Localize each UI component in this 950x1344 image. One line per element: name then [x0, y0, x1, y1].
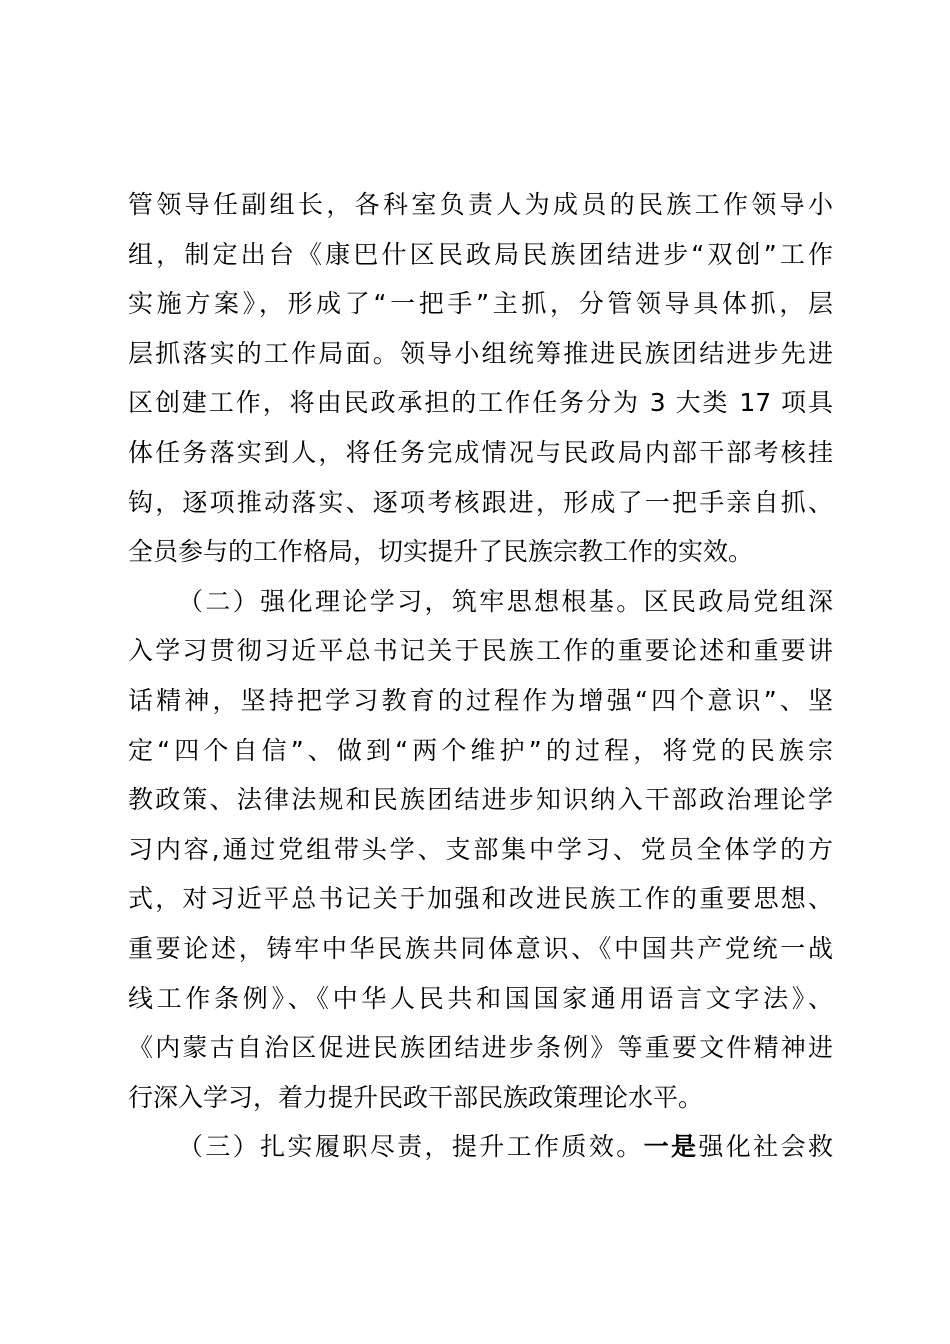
text-line — [128, 1122, 833, 1172]
paragraph-3 — [128, 1122, 833, 1172]
paragraph-1 — [128, 180, 833, 577]
text-line: 区创建工作，将由民政承担的工作任务分为 3 大类 17 项具 — [128, 388, 833, 418]
text-line: 定“四个自信”、做到“两个维护”的过程，将党的民族宗 — [128, 735, 833, 765]
line-tail: 强化社会救 — [698, 1132, 833, 1162]
text-line: 行深入学习，着力提升民政干部民族政策理论水平。 — [128, 1082, 704, 1112]
bold-lead: 一是 — [643, 1132, 699, 1162]
text-line: 层抓落实的工作局面。领导小组统筹推进民族团结进步先进 — [128, 338, 833, 368]
text-line: 《内蒙古自治区促进民族团结进步条例》等重要文件精神进 — [128, 1033, 833, 1063]
section-heading: （三）扎实履职尽责，提升工作质效。 — [178, 1132, 644, 1162]
text-line: 习内容,通过党组带头学、支部集中学习、党员全体学的方 — [128, 834, 833, 864]
text-line: 话精神，坚持把学习教育的过程作为增强“四个意识”、坚 — [128, 685, 833, 715]
document-page — [128, 180, 833, 1172]
text-line: 体任务落实到人，将任务完成情况与民政局内部干部考核挂 — [128, 437, 833, 467]
text-line: 组，制定出台《康巴什区民政局民族团结进步“双创”工作 — [128, 239, 833, 269]
text-line: 教政策、法律法规和民族团结进步知识纳入干部政治理论学 — [128, 785, 833, 815]
paragraph-2 — [128, 577, 833, 1123]
text-line: 实施方案》，形成了“一把手”主抓，分管领导具体抓，层 — [128, 289, 833, 319]
text-line: 重要论述，铸牢中华民族共同体意识、《中国共产党统一战 — [128, 933, 833, 963]
text-line: 线工作条例》、《中华人民共和国国家通用语言文字法》、 — [128, 983, 833, 1013]
text-line: 式，对习近平总书记关于加强和改进民族工作的重要思想、 — [128, 884, 833, 914]
text-line: 入学习贯彻习近平总书记关于民族工作的重要论述和重要讲 — [128, 636, 833, 666]
text-line: 管领导任副组长，各科室负责人为成员的民族工作领导小 — [128, 190, 833, 219]
text-line: （二）强化理论学习，筑牢思想根基。区民政局党组深 — [178, 586, 833, 616]
text-line: 全员参与的工作格局，切实提升了民族宗教工作的实效。 — [128, 537, 754, 567]
text-line: 钩，逐项推动落实、逐项考核跟进，形成了一把手亲自抓、 — [128, 487, 833, 517]
